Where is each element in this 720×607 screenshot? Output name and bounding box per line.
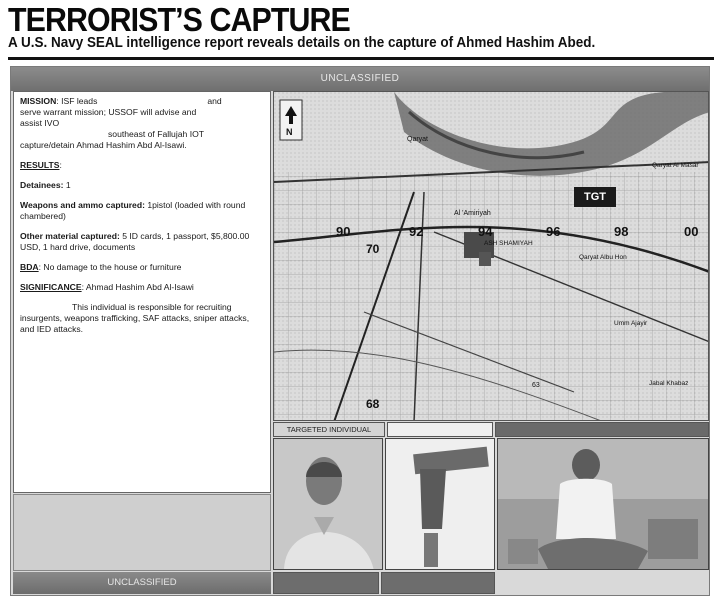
grid-number-70: 70 [366, 242, 380, 256]
seated-graphic [498, 439, 709, 570]
headline-rule [8, 57, 714, 60]
place-label-qaryat: Qaryat [407, 136, 429, 143]
grid-number-92: 92 [409, 224, 424, 239]
headline: TERRORIST’S CAPTURE [8, 1, 350, 38]
portrait-graphic [274, 439, 383, 570]
place-label-shamiyah: ASH SHAMIYAH [484, 240, 533, 247]
place-label-amiriyah: Al 'Amiriyah [454, 210, 491, 217]
place-label-albu-hon: Qaryat Albu Hon [579, 254, 627, 261]
mission-section: MISSION: ISF leads and serve warrant mission; USSOF will advise and assist IVO southeast of Fallujah IOT capture/detain Ahmad Hashim Abd Al-Isawi. [20, 96, 222, 150]
grid-number-68: 68 [366, 397, 380, 411]
report-document [10, 66, 710, 596]
place-label-umm-ajayir: Umm Ajayir [614, 320, 648, 327]
targeted-individual-label: TARGETED INDIVIDUAL [273, 422, 385, 437]
map-graphic [274, 92, 709, 421]
photo-captured-pistol [385, 438, 495, 570]
footer-bar-1 [273, 572, 379, 594]
mission-label: MISSION [20, 96, 57, 106]
classification-banner-top: UNCLASSIFIED [11, 67, 709, 91]
label-strip-blank [387, 422, 493, 437]
significance-line: SIGNIFICANCE: Ahmad Hashim Abd Al-Isawi [20, 282, 194, 292]
other-material-line: Other material captured: 5 ID cards, 1 passport, $5,800.00 USD, 1 hard drive, documents [20, 231, 250, 252]
grid-number-98: 98 [614, 224, 629, 239]
grid-number-90: 90 [336, 224, 351, 239]
grid-number-00: 00 [684, 224, 699, 239]
significance-text: This individual is responsible for recruiting insurgents, weapons trafficking, SAF attacks, sniper attacks, and IED attacks. [20, 302, 250, 334]
results-heading: RESULTS: [20, 160, 62, 170]
report-lower-panel [13, 494, 271, 571]
grid-number-63: 63 [532, 382, 540, 389]
classification-banner-bottom: UNCLASSIFIED [13, 572, 271, 594]
photo-detainee-portrait [273, 438, 383, 570]
report-text-panel [13, 91, 271, 493]
place-label-jabal: Jabal Khabaz [649, 380, 689, 387]
north-label: N [286, 127, 293, 137]
footer-bar-2 [381, 572, 495, 594]
grid-number-94: 94 [478, 224, 493, 239]
place-label-masar: Qaryat Al Masar [652, 162, 699, 169]
target-marker: TGT [574, 187, 616, 207]
grid-number-96: 96 [546, 224, 561, 239]
detainees-line: Detainees: 1 [20, 180, 71, 190]
target-map [273, 91, 709, 421]
bda-line: BDA: No damage to the house or furniture [20, 262, 182, 272]
pistol-graphic [386, 439, 495, 570]
subheadline: A U.S. Navy SEAL intelligence report reveals details on the capture of Ahmed Hashim Abed. [8, 35, 596, 51]
weapons-line: Weapons and ammo captured: 1pistol (loaded with round chambered) [20, 200, 246, 221]
photo-detainee-seated [497, 438, 709, 570]
label-strip-dark [495, 422, 709, 437]
